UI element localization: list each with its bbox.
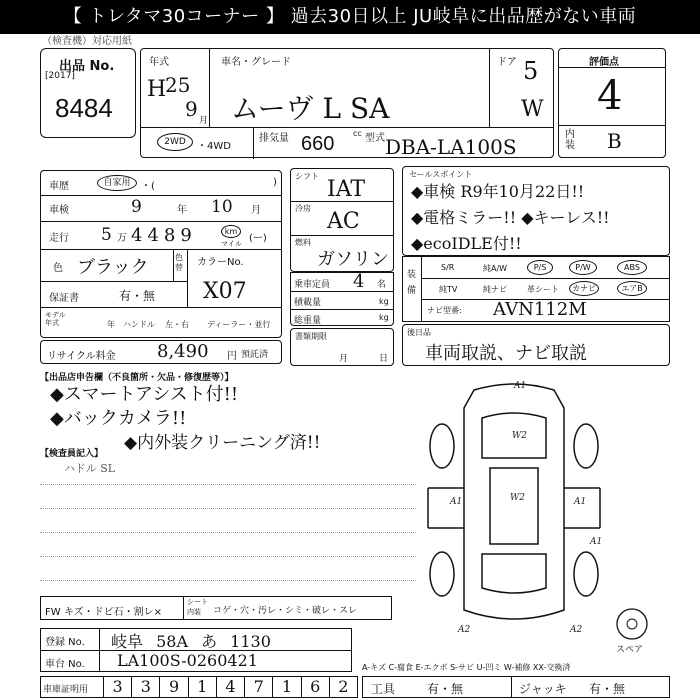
mark-roof-center: W2 xyxy=(510,493,525,503)
reg-date-month: 月 xyxy=(339,354,349,364)
cert-digit: 1 xyxy=(272,677,300,697)
reg-date-day: 日 xyxy=(379,354,389,364)
year-label: 年式 xyxy=(149,57,169,68)
displacement-value: 660 xyxy=(301,133,335,155)
capacity-box xyxy=(290,272,394,326)
history-label: 車歴 xyxy=(49,181,69,192)
drive-4wd: ・4WD xyxy=(197,141,231,152)
fuel-value: ガソリン xyxy=(317,249,389,270)
inspection-month-unit: 月 xyxy=(251,205,261,216)
year-era: H xyxy=(147,77,167,102)
sales-label: セールスポイント xyxy=(409,170,473,179)
year-month: 9 xyxy=(185,97,198,121)
year-month-unit: 月 xyxy=(199,116,209,126)
load-label: 積載量 xyxy=(294,298,322,308)
displacement-unit: cc xyxy=(353,129,362,138)
corner-banner: 【 トレタマ30コーナー 】 過去30日以上 JU岐阜に出品歴がない車両 xyxy=(0,0,700,34)
displacement-label: 排気量 xyxy=(259,133,289,144)
defects-label: FW キズ・ドビ石・割レ× xyxy=(45,607,162,618)
mileage-unit2: マイル xyxy=(221,240,242,248)
recycle-box xyxy=(40,340,282,364)
cert-digit: 9 xyxy=(159,677,187,697)
color-code: X07 xyxy=(203,279,247,304)
tools-label: 工具 xyxy=(371,682,396,696)
capacity-label: 乗車定員 xyxy=(294,280,331,290)
cert-digit: 4 xyxy=(216,677,244,697)
year-value: 25 xyxy=(165,73,191,97)
model-year-label: モデル年式 xyxy=(45,311,66,327)
equip-airbag: エアB xyxy=(617,281,647,296)
sales-line-2: ◆電格ミラー!! ◆キーレス!! xyxy=(411,208,610,227)
notes-label: 後日品 xyxy=(407,328,431,337)
navi-label: ナビ型番: xyxy=(427,306,462,315)
recycle-unit: 円 xyxy=(227,351,237,362)
ac-value: AC xyxy=(327,209,360,234)
spare-tire-icon xyxy=(614,606,650,642)
cert-digit: 2 xyxy=(329,677,357,697)
spare-label: スペア xyxy=(616,645,644,655)
seat-label: シート内装 xyxy=(187,598,208,616)
interior-label: 内装 xyxy=(565,129,575,151)
shift-value: IAT xyxy=(327,177,366,202)
equipment-label: 装備 xyxy=(407,270,417,296)
equip-sr: S/R xyxy=(441,263,455,272)
chassis-value: LA100S-0260421 xyxy=(117,651,258,670)
history-value: 自家用 xyxy=(97,175,137,191)
mileage-man: 5 xyxy=(101,225,112,245)
inspection-label: 車検 xyxy=(49,205,69,216)
car-diagram xyxy=(414,378,614,640)
score-label: 評価点 xyxy=(589,57,619,68)
seat-value: コゲ・穴・汚レ・シミ・破レ・スレ xyxy=(213,606,358,616)
mileage-value: 4489 xyxy=(131,225,197,246)
reg-date-label: 書類期限 xyxy=(295,332,327,341)
seller-line-3: ◆内外装クリーニング済!! xyxy=(124,433,321,453)
equip-ps: P/S xyxy=(527,260,553,275)
capacity-value: 4 xyxy=(353,271,365,292)
cert-box xyxy=(40,676,358,698)
tools-box xyxy=(362,676,670,698)
lot-label: 出品 No. xyxy=(59,59,115,74)
shift-label: シフト xyxy=(295,172,319,181)
notes-value: 車両取説、ナビ取説 xyxy=(425,343,587,364)
equip-aw: 純A/W xyxy=(483,264,508,273)
mileage-label: 走行 xyxy=(49,233,69,244)
warranty-value: 有・無 xyxy=(119,289,156,303)
equip-pw: P/W xyxy=(569,260,597,275)
equip-abs: ABS xyxy=(617,260,647,275)
weight-label: 総重量 xyxy=(294,316,322,326)
mark-rear-left: A2 xyxy=(458,625,471,635)
sales-line-3: ◆ecoIDLE付!! xyxy=(411,234,522,253)
reg-date-box xyxy=(290,328,394,366)
registration-label: 登録 No. xyxy=(45,637,85,648)
mark-front: A1 xyxy=(514,381,527,391)
inspector-label: 【検査員記入】 xyxy=(40,449,104,459)
lot-number: 8484 xyxy=(55,93,113,123)
equip-leather: 革シート xyxy=(527,285,559,294)
inspection-year: 9 xyxy=(131,197,142,217)
mark-right: A1 xyxy=(574,497,587,507)
color-label: 色 xyxy=(53,263,63,274)
cert-digit: 1 xyxy=(188,677,216,697)
drive-4wd-label: 4WD xyxy=(207,141,231,152)
color-change-label: 色替 xyxy=(175,253,183,272)
door-count: 5 xyxy=(523,57,539,85)
handle-label: ハンドル xyxy=(123,320,155,329)
registration-value: 岐阜 58A あ 1130 xyxy=(111,632,271,651)
lot-stamp: [2017] xyxy=(45,71,75,81)
mark-rear-right-2: A2 xyxy=(570,625,583,635)
color-code-label: カラーNo. xyxy=(197,257,244,268)
defects-box xyxy=(40,596,392,620)
mark-roof-front: W2 xyxy=(512,431,527,441)
weight-unit: kg xyxy=(379,313,389,322)
equip-navi: 純ナビ xyxy=(483,285,507,294)
color-value: ブラック xyxy=(77,257,149,278)
interior-value: B xyxy=(607,129,622,153)
equipment-box xyxy=(402,256,670,322)
sales-box xyxy=(402,166,670,256)
type-label: 型式 xyxy=(365,133,385,144)
dealer-opts: ディーラー・並行 xyxy=(207,320,271,329)
sales-line-1: ◆車検 R9年10月22日!! xyxy=(411,182,585,201)
type-value: DBA-LA100S xyxy=(385,135,517,159)
cert-digit: 3 xyxy=(131,677,159,697)
spec-box xyxy=(290,168,394,272)
seller-label: 【出品店申告欄（不良箇所・欠品・修復歴等）】 xyxy=(40,373,234,383)
model-year-unit: 年 xyxy=(107,320,115,329)
cert-digit: 6 xyxy=(301,677,329,697)
mileage-note: (ー) xyxy=(249,233,267,244)
cert-digits xyxy=(103,677,357,697)
mark-left: A1 xyxy=(450,497,463,507)
notes-box xyxy=(402,324,670,366)
registration-box xyxy=(40,628,352,672)
car-info-box xyxy=(140,48,554,158)
inspection-year-unit: 年 xyxy=(177,205,187,216)
cert-digit: 7 xyxy=(244,677,272,697)
score-value: 4 xyxy=(597,73,623,119)
inspector-note: ハドル SL xyxy=(64,462,116,475)
lot-box xyxy=(40,48,136,138)
navi-value: AVN112M xyxy=(493,299,587,320)
model-label: 車名・グレード xyxy=(221,57,291,68)
details-box: 車歴 自家用 ・( ) 車検 9 年 10 月 走行 5 万 4489 km マイル (ー) 色 ブラック 色替 カラーNo. 保証書 有・無 X07 モデル年式 年 ハンドル 左・右 ディーラー・並行 xyxy=(40,170,282,338)
header-note: （検査機）対応用紙 xyxy=(42,36,132,47)
jack-value: 有・無 xyxy=(589,682,626,696)
handle-opts: 左・右 xyxy=(165,320,189,329)
capacity-unit: 名 xyxy=(377,280,387,290)
seller-line-1: ◆スマートアシスト付!! xyxy=(50,384,239,405)
cert-label: 車庫証明用 xyxy=(43,685,89,695)
recycle-note: 預託済 xyxy=(241,350,269,360)
seller-line-2: ◆バックカメラ!! xyxy=(50,408,187,429)
equip-tv: 純TV xyxy=(439,285,458,294)
mark-rear-right: A1 xyxy=(590,537,603,547)
mileage-unit: km xyxy=(221,225,241,238)
door-label: ドア xyxy=(497,57,517,68)
inspection-month: 10 xyxy=(211,197,233,217)
recycle-label: リサイクル料金 xyxy=(47,351,116,362)
ac-label: 冷房 xyxy=(295,204,311,213)
jack-label: ジャッキ xyxy=(519,682,567,696)
cert-digit: 3 xyxy=(103,677,131,697)
door-type: W xyxy=(521,97,544,122)
warranty-label: 保証書 xyxy=(49,293,79,304)
tools-value: 有・無 xyxy=(427,682,464,696)
recycle-value: 8,490 xyxy=(157,341,209,362)
chassis-label: 車台 No. xyxy=(45,659,85,670)
score-box xyxy=(558,48,666,158)
drive-2wd: 2WD xyxy=(157,133,193,151)
equip-carnavi: カナビ xyxy=(569,281,599,296)
load-unit: kg xyxy=(379,297,389,306)
diagram-legend: A-キズ C-腐食 E-エクボ S-サビ U-凹ミ W-補修 XX-交換済 xyxy=(362,663,571,672)
model-name: ムーヴ L SA xyxy=(231,92,390,125)
mileage-man-unit: 万 xyxy=(117,233,127,244)
fuel-label: 燃料 xyxy=(295,238,311,247)
